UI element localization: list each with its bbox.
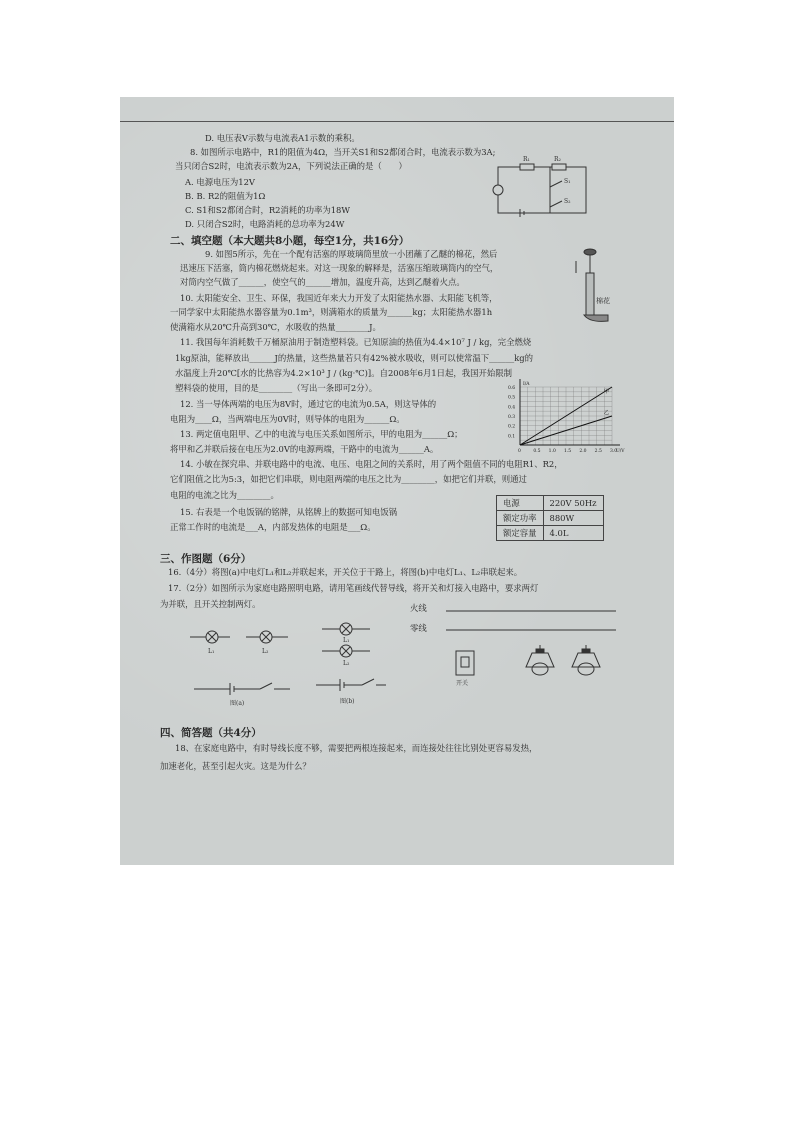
text-line: 13. 两定值电阻甲、乙中的电流与电压关系如图所示，甲的电阻为______Ω； [180, 429, 463, 439]
text-line: 一同学家中太阳能热水器容量为0.1m³，则满箱水的质量为______kg；太阳能热水器1h [170, 307, 493, 317]
switch-label: 开关 [456, 680, 469, 687]
text-line: 当只闭合S2时，电流表示数为2A，下列说法正确的是（ ） [175, 161, 407, 171]
text-line: C. S1和S2都闭合时，R2消耗的功率为18W [185, 205, 350, 215]
text-line: 为并联，且开关控制两灯。 [160, 599, 261, 609]
section-heading-3: 三、作图题（6分） [160, 553, 252, 565]
section-heading-4: 四、简答题（共4分） [160, 727, 262, 739]
y-tick-label: 0.2 [508, 424, 516, 430]
x-axis-label: U/V [616, 449, 625, 454]
x-tick-label: 1.5 [564, 449, 572, 454]
cotton-label: 棉花 [596, 297, 610, 305]
text-line: 将甲和乙并联后接在电压为2.0V的电源两端，干路中的电流为______A。 [170, 444, 439, 454]
text-line: D. 电压表V示数与电流表A1示数的乘积。 [205, 133, 360, 143]
s1-label: S₁ [564, 178, 571, 185]
x-tick-label: 3.0 [610, 449, 618, 454]
text-line: 电阻为____Ω，当两端电压为0V时，则导体的电阻为______Ω。 [170, 414, 405, 424]
text-line: 加速老化，甚至引起火灾。这是为什么？ [160, 761, 311, 771]
text-line: 14. 小敏在探究串、并联电路中的电流、电压、电阻之间的关系时，用了两个阻值不同的电阻R1、R2， [180, 459, 563, 469]
x-tick-label: 0.5 [533, 449, 541, 454]
figure-b-lamps [316, 621, 396, 715]
text-line: 11. 我国每年消耗数千万桶原油用于制造塑料袋。已知原油的热值为4.4×10⁷ J / kg，完全燃烧 [180, 337, 532, 347]
text-line: 塑料袋的使用，目的是________（写出一条即可2分）。 [175, 383, 378, 393]
spec-value: 4.0L [543, 526, 603, 541]
r2-label: R₂ [554, 156, 561, 163]
series-label: 乙 [604, 410, 610, 416]
spec-value: 880W [543, 511, 603, 526]
text-line: 对筒内空气做了______，使空气的______增加，温度升高，达到乙醚着火点。 [180, 277, 465, 287]
y-axis-label: I/A [523, 382, 530, 387]
text-line: 18、在家庭电路中，有时导线长度不够，需要把两根连接起来，而连接处往往比别处更容易发热， [175, 743, 538, 753]
x-tick-label: 2.5 [594, 449, 602, 454]
text-line: 它们阻值之比为5:3，如把它们串联，则电阻两端的电压之比为________，如把它们并联，则通过 [170, 474, 527, 484]
text-line: 12. 当一导体两端的电压为8V时，通过它的电流为0.5A，则这导体的 [180, 399, 437, 409]
spec-key: 额定容量 [497, 526, 544, 541]
spec-key: 额定功率 [497, 511, 544, 526]
neutral-wire-label: 零线 [410, 623, 427, 633]
spec-value: 220V 50Hz [543, 496, 603, 511]
text-line: 电阻的电流之比为________。 [170, 490, 279, 500]
text-line: D. 只闭合S2时，电路消耗的总功率为24W [185, 219, 345, 229]
l2-label: L₂ [343, 660, 350, 667]
l1-label: L₁ [208, 648, 215, 655]
iu-chart [508, 379, 628, 459]
text-line: B. B. R2的阻值为1Ω [185, 191, 266, 201]
text-line: 水温度上升20℃[水的比热容为4.2×10³ J / (kg·℃)]。自2008年6月1日起，我国开始限制 [175, 368, 513, 378]
rice-cooker-nameplate [496, 495, 604, 541]
s2-label: S₂ [564, 198, 571, 205]
y-tick-label: 0.1 [508, 434, 516, 440]
y-tick-label: 0.4 [508, 405, 516, 411]
text-line: 15. 右表是一个电饭锅的铭牌，从铭牌上的数据可知电饭锅 [180, 507, 397, 517]
x-tick-label: 1.0 [548, 449, 556, 454]
household-circuit [440, 605, 620, 695]
fig-a-label: 图(a) [230, 700, 245, 707]
fire-wire-label: 火线 [410, 603, 427, 613]
figure-a-lamps [190, 625, 300, 715]
text-line: 8. 如图所示电路中，R1的阻值为4Ω，当开关S1和S2都闭合时，电流表示数为3A; [190, 147, 496, 157]
y-tick-label: 0.6 [508, 386, 516, 391]
y-tick-label: 0.5 [508, 395, 516, 401]
text-line: 17.（2分）如图所示为家庭电路照明电路，请用笔画线代替导线，将开关和灯接入电路中，要求两灯 [168, 583, 539, 593]
exam-sheet-photo [120, 97, 674, 865]
glass-tube-figure [582, 247, 622, 325]
text-line: A. 电源电压为12V [185, 177, 255, 187]
text-line: 16.（4分）将图(a)中电灯L₁和L₂并联起来，开关位于干路上，将图(b)中电灯L₁、L₂串联起来。 [168, 567, 523, 577]
section-heading-2: 二、填空题（本大题共8小题，每空1分，共16分） [170, 235, 410, 247]
spec-key: 电源 [497, 496, 544, 511]
x-tick-label: 2.0 [579, 449, 587, 454]
r1-label: R₁ [523, 156, 530, 163]
table-row [497, 496, 604, 511]
text-line: 迅速压下活塞，筒内棉花燃烧起来。对这一现象的解释是，活塞压缩玻璃筒内的空气， [180, 263, 499, 273]
l1-label: L₁ [343, 637, 350, 644]
table-row [497, 526, 604, 541]
text-line: 正常工作时的电流是___A，内部发热体的电阻是___Ω。 [170, 522, 376, 532]
series-label: 甲 [604, 389, 610, 395]
table-row [497, 511, 604, 526]
fig-b-label: 图(b) [340, 698, 355, 705]
l2-label: L₂ [262, 648, 269, 655]
circuit-diagram-q8 [490, 156, 590, 221]
text-line: 9. 如图5所示，先在一个配有活塞的厚玻璃筒里放一小团蘸了乙醚的棉花，然后 [205, 249, 498, 259]
text-line: 使满箱水从20℃升高到30℃，水吸收的热量________J。 [170, 322, 381, 332]
text-line: 1kg原油，能释放出______J的热量，这些热量若只有42%被水吸收，则可以使常温下______kg的 [175, 353, 534, 363]
text-line: 10. 太阳能安全、卫生、环保，我国近年来大力开发了太阳能热水器、太阳能飞机等， [180, 293, 498, 303]
y-tick-label: 0.3 [508, 415, 516, 420]
top-rule [120, 121, 674, 122]
x-tick-label: 0 [518, 449, 521, 454]
